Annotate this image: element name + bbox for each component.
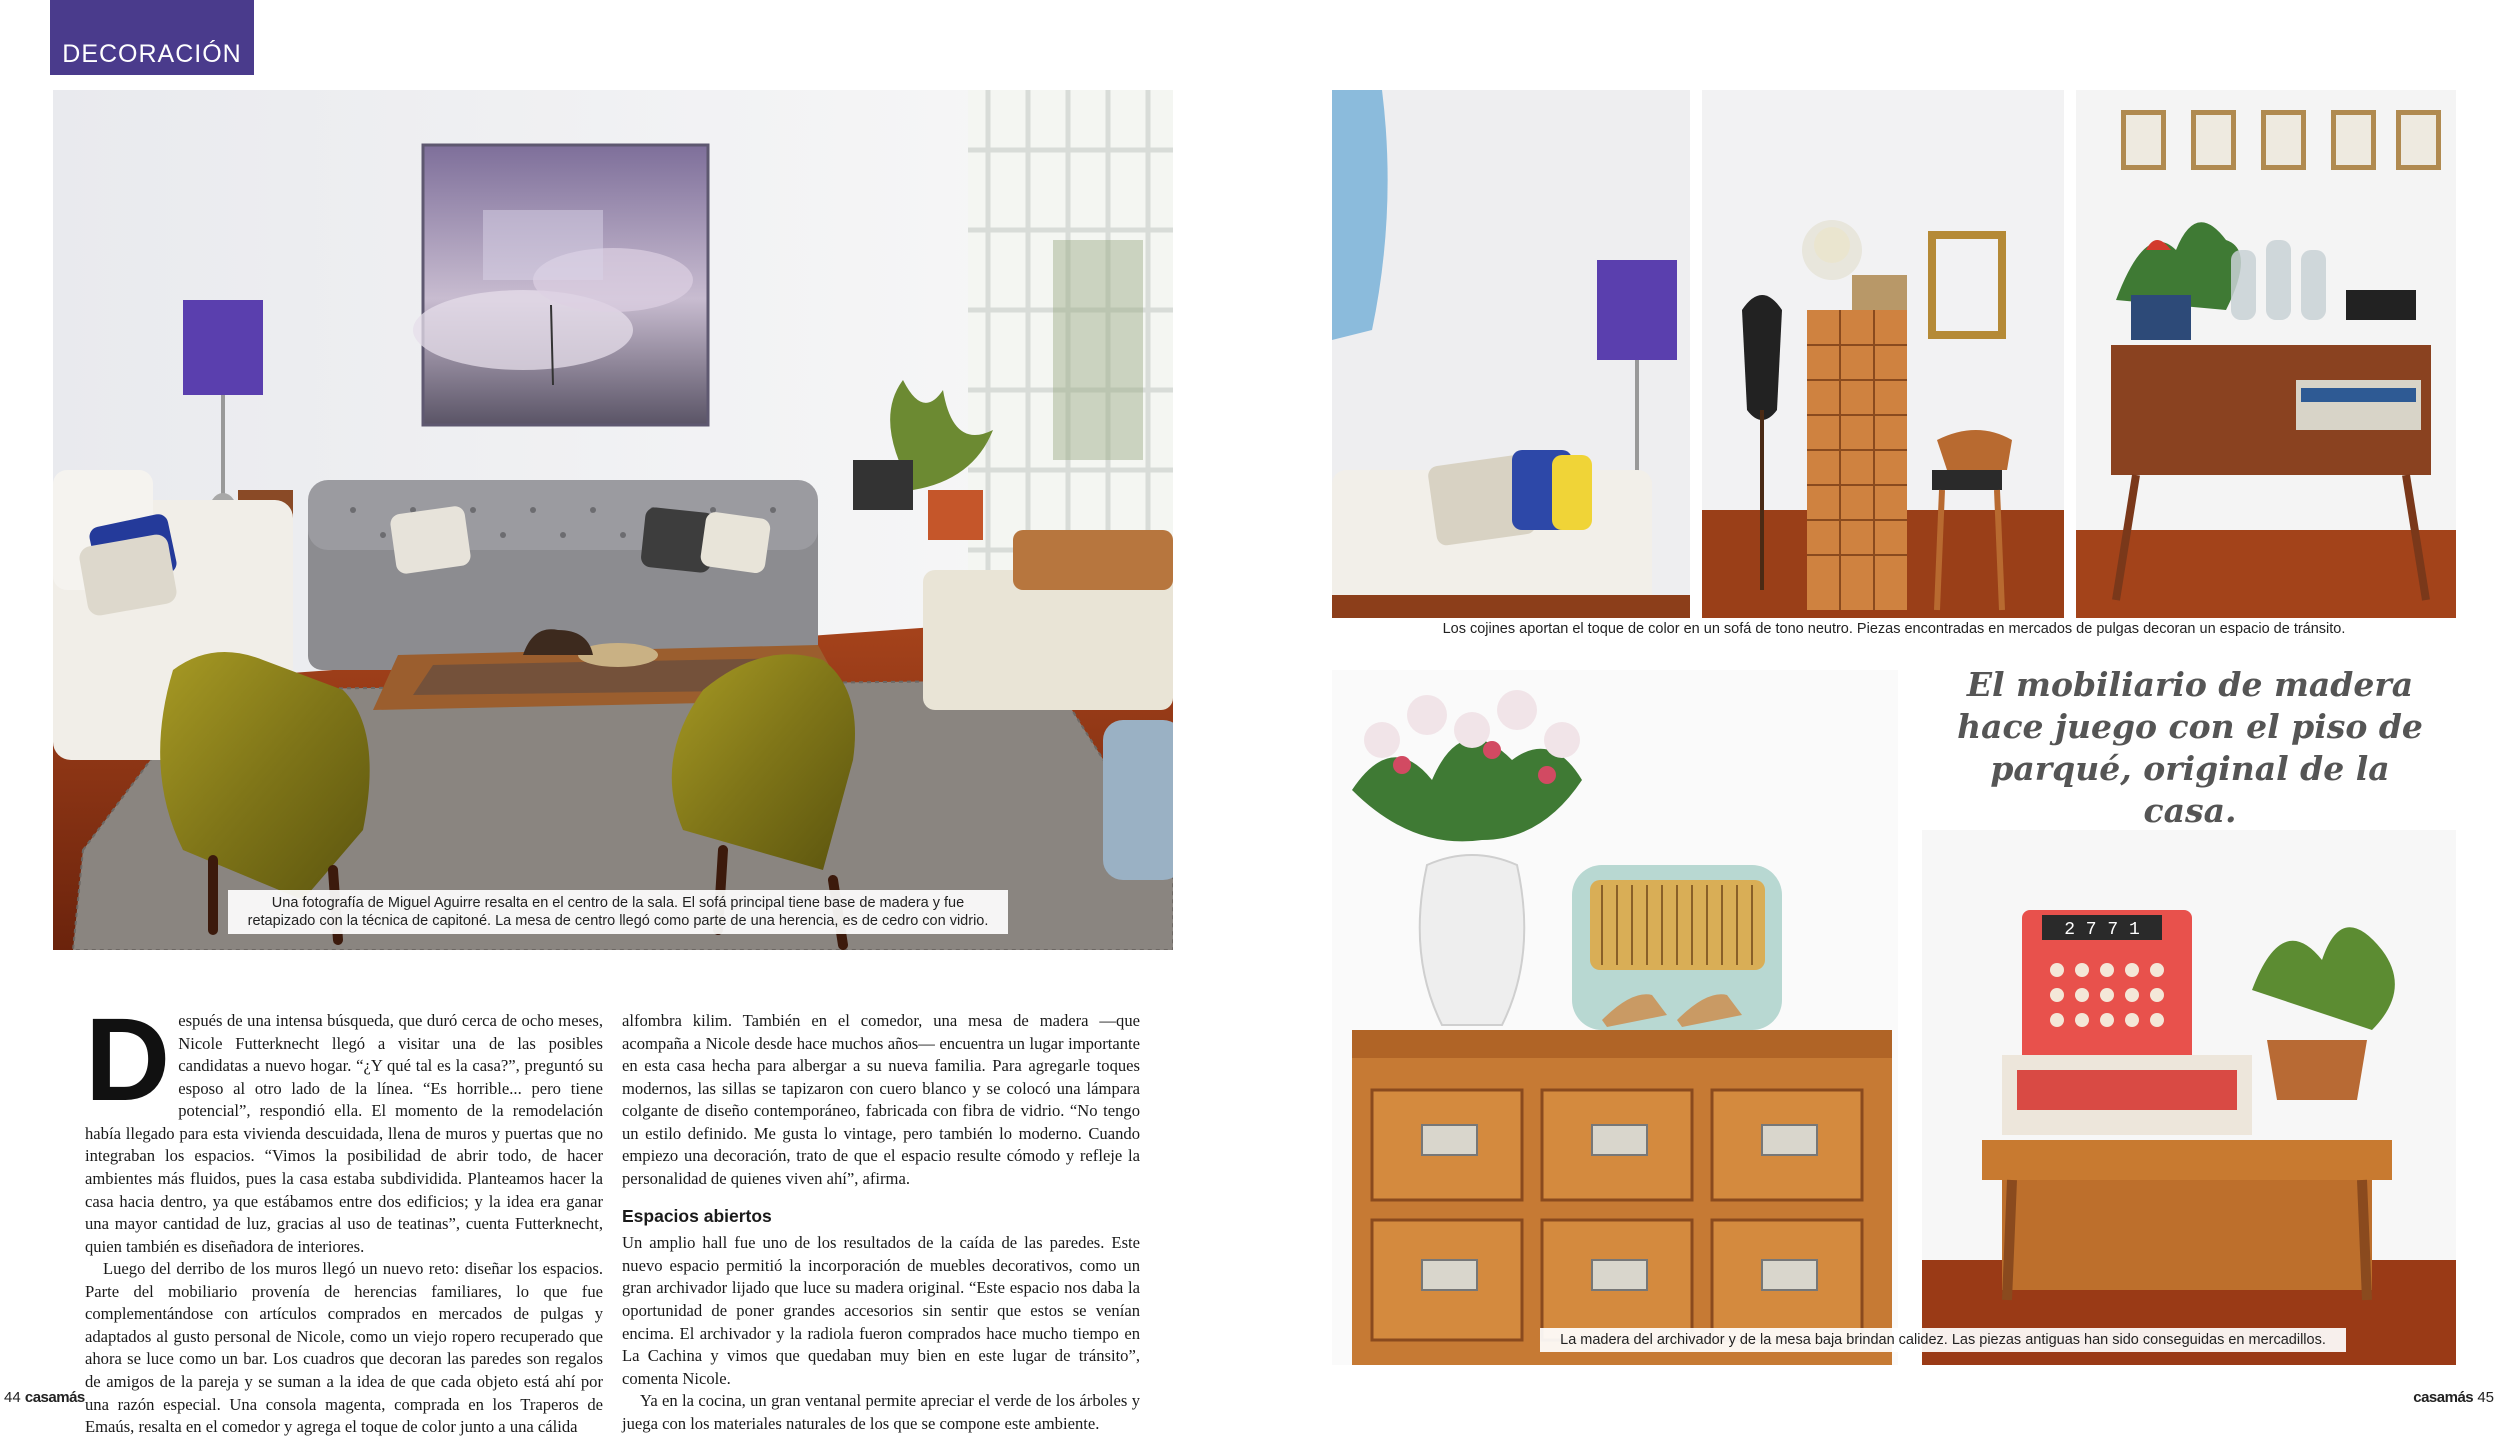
top-right-caption (1332, 620, 2456, 638)
cash-register-display: 2 7 7 1 (2064, 920, 2140, 940)
article-paragraph-4: Un amplio hall fue uno de los resultados de la caída de las paredes. Este nuevo espacio permitió la incorporación de muebles decorativos, como un gran archivador lijado que luce su madera original. “Este espacio nos daba la oportunidad de poner grandes accesorios sin sentir que estos se venían encima. El archivador y la radiola fueron comprados hace mucho tiempo en La Cachina y vimos que quedaban muy bien en este lugar de tránsito”, comenta Nicole. (622, 1233, 1140, 1388)
cash-register-illustration (1922, 830, 2456, 1365)
living-room-caption-text: Una fotografía de Miguel Aguirre resalta en el centro de la sala. El sofá principal tiene base de madera y fue retapizado con la técnica de capitoné. La mesa de centro llegó como parte de una herencia, es de cedro con vidrio. (247, 895, 989, 930)
sofa-corner-illustration (1332, 90, 1690, 618)
article-paragraph-3: alfombra kilim. También en el comedor, una mesa de madera —que acompaña a Nicole desde hace muchos años— encuentra un lugar importante en esta casa hecha para albergar a su nueva familia. Para agregarle toques modernos, las sillas se tapizaron con cuero blanco y se colocó una lámpara colgante de diseño contemporáneo, fabricada con fibra de vidrio. “No tengo un estilo definido. Me gusta lo vintage, pero también lo moderno. Cuando empiezo una decoración, trato de que el espacio resulte cómodo y refleje la personalidad de quienes viven ahí”, afirma. (622, 1011, 1140, 1188)
page-number-right: 45 (2477, 1389, 2494, 1406)
archive-cabinet-photo (1332, 670, 1898, 1365)
article-column-1 (85, 994, 603, 1439)
section-label: DECORACIÓN (62, 40, 242, 68)
cash-register-photo (1922, 830, 2456, 1365)
pull-quote (1940, 664, 2440, 832)
living-room-photo (53, 90, 1173, 950)
footer-left (4, 1389, 85, 1406)
console-radio-photo (2076, 90, 2456, 618)
living-room-illustration (53, 90, 1173, 950)
sofa-corner-photo (1332, 90, 1690, 618)
article-paragraph-1: espués de una intensa búsqueda, que duró cerca de ocho meses, Nicole Futterknecht llegó a visitar una de las posibles candidatas a nuevo hogar. “¿Y qué tal es la casa?”, preguntó su esposo al otro lado de la línea. “Es horrible... pero tiene potencial”, respondió ella. El momento de la remodelación había llegado para esta vivienda descuidada, llena de muros y puertas que no integraban los espacios. “Vimos la posibilidad de abrir todo, de hacer ambientes más fluidos, pues la casa estaba subdividida. Planteamos hacer la casa hacia dentro, ya que estábamos entre dos edificios; y la idea era ganar una mayor cantidad de luz, gracias al uso de teatinas”, cuenta Futterknecht, quien también es diseñadora de interiores. (85, 1011, 603, 1256)
archive-cabinet-illustration (1332, 670, 1898, 1365)
living-room-caption (228, 890, 1008, 934)
magazine-brand-right: casamás (2413, 1389, 2474, 1406)
footer-right (2413, 1389, 2494, 1406)
bottom-right-caption-text: La madera del archivador y de la mesa baja brindan calidez. Las piezas antiguas han sido conseguidas en mercadillos. (1560, 1332, 2326, 1348)
section-tag (50, 0, 254, 75)
mannequin-cabinet-illustration (1702, 90, 2064, 618)
page-number-left: 44 (4, 1389, 21, 1406)
article-subhead: Espacios abiertos (622, 1205, 772, 1226)
article-column-2 (622, 1010, 1140, 1435)
article-paragraph-2: Luego del derribo de los muros llegó un nuevo reto: diseñar los espacios. Parte del mobiliario provenía de herencias familiares, lo que fue complementándose con artículos comprados en mercados de pulgas y adaptados al gusto personal de Nicole, como un viejo ropero recuperado que ahora se luce como un bar. Los cuadros que decoran las paredes son regalos de amigos de la pareja y se suman a la idea de que cada objeto está ahí por una razón especial. Una consola magenta, comprada en los Traperos de Emaús, resalta en el comedor y agrega el toque de color junto a una cálida (85, 1259, 603, 1437)
drop-cap: D (85, 994, 171, 1126)
bottom-right-caption (1540, 1328, 2346, 1352)
mannequin-cabinet-photo (1702, 90, 2064, 618)
top-right-caption-text: Los cojines aportan el toque de color en un sofá de tono neutro. Piezas encontradas en mercados de pulgas decoran un espacio de tránsito. (1442, 621, 2346, 637)
article-paragraph-5: Ya en la cocina, un gran ventanal permite apreciar el verde de los árboles y juega con los materiales naturales de los que se compone este ambiente. (622, 1391, 1140, 1433)
magazine-brand-left: casamás (24, 1389, 85, 1406)
pull-quote-text: El mobiliario de madera hace juego con el piso de parqué, original de la casa. (1957, 665, 2423, 830)
console-radio-illustration (2076, 90, 2456, 618)
